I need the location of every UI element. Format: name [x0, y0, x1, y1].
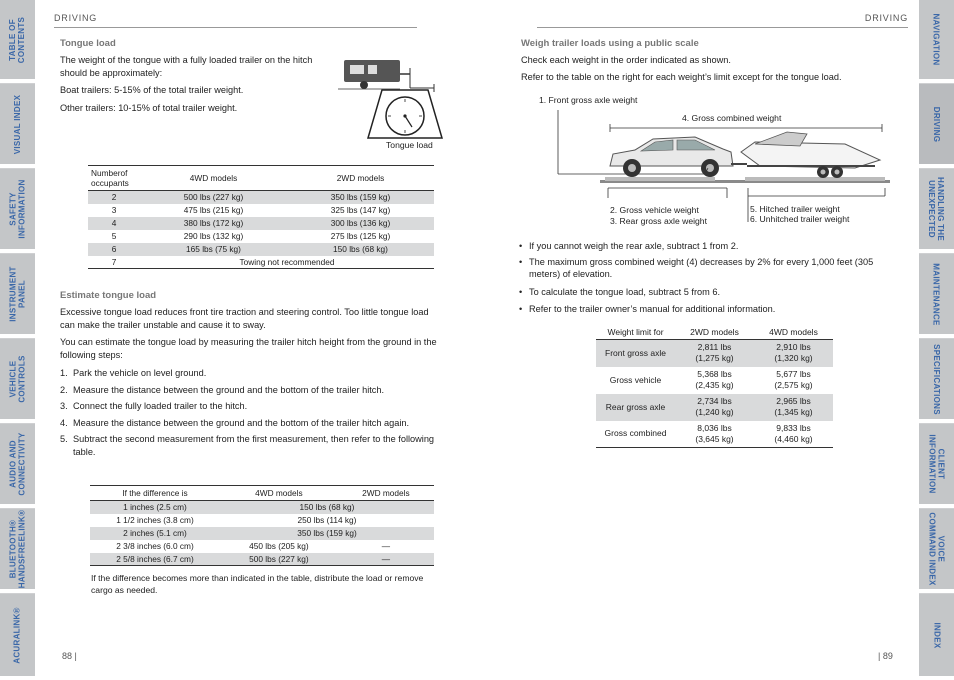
- step-text: Subtract the second measurement from the first measurement, then refer to the following table.: [73, 434, 435, 457]
- step-text: Measure the distance between the ground and the bottom of the trailer hitch again.: [73, 418, 410, 428]
- tab-maintenance[interactable]: [919, 254, 954, 338]
- table-cell: 275 lbs (125 kg): [330, 231, 391, 241]
- table-cell: 500 lbs (227 kg): [140, 191, 287, 204]
- table-header-row: [596, 325, 833, 340]
- table-cell: 290 lbs (132 kg): [183, 231, 244, 241]
- label-hitched-trailer-weight: 5. Hitched trailer weight: [750, 204, 840, 214]
- column-header: 4WD models: [220, 486, 338, 501]
- step-text: Measure the distance between the ground and the bottom of the trailer hitch.: [73, 385, 385, 395]
- tongue-load-illustration: [338, 56, 443, 152]
- table-cell: 2 5/8 inches (6.7 cm): [90, 553, 220, 566]
- table-cell: 2 3/8 inches (6.0 cm): [116, 541, 194, 551]
- label-front-gross-axle-weight: 1. Front gross axle weight: [539, 95, 638, 105]
- table-cell: 4: [88, 217, 140, 230]
- tab-label: INSTRUMENT PANEL: [8, 266, 27, 322]
- table-cell: 7: [88, 256, 140, 269]
- table-row: [88, 256, 434, 269]
- column-header: 2WD models: [338, 486, 434, 501]
- table-row: [90, 501, 434, 514]
- estimate-tongue-load-title: Estimate tongue load: [60, 290, 157, 301]
- table-row: [90, 514, 434, 527]
- bullet-item: • If you cannot weigh the rear axle, subtract 1 from 2.: [519, 240, 904, 252]
- tab-label: DRIVING: [932, 106, 941, 142]
- table-cell: 350 lbs (159 kg): [287, 191, 434, 204]
- tab-handling-the-unexpected[interactable]: [919, 169, 954, 253]
- page-number-left: 88 |: [62, 651, 77, 661]
- page-number-right: | 89: [878, 651, 893, 661]
- table-row: [596, 421, 833, 448]
- table-row: [596, 367, 833, 394]
- table-cell: —: [338, 553, 434, 566]
- table-cell: Towing not recommended: [140, 256, 434, 269]
- table-row: [88, 204, 434, 217]
- table-cell: 2,734 lbs (1,240 kg): [675, 394, 754, 421]
- table-cell: 1 inches (2.5 cm): [90, 501, 220, 514]
- tab-label: SAFETY INFORMATION: [8, 179, 27, 239]
- table-cell: —: [381, 541, 391, 551]
- bullet-item: • The maximum gross combined weight (4) decreases by 2% for every 1,000 feet (305 meters) of elevation.: [519, 256, 904, 280]
- table-cell: 325 lbs (147 kg): [330, 205, 391, 215]
- column-header: Weight limit for: [596, 325, 675, 340]
- tab-label: HANDLING THE UNEXPECTED: [927, 176, 946, 242]
- section-header-right: DRIVING: [864, 13, 908, 23]
- tab-label: INDEX: [931, 622, 941, 648]
- table-cell: 8,036 lbs (3,645 kg): [675, 421, 754, 448]
- weight-limit-table: [596, 325, 833, 448]
- table-cell: 380 lbs (172 kg): [140, 217, 287, 230]
- table-row: [90, 540, 434, 553]
- section-header-left: DRIVING: [54, 13, 98, 23]
- table-cell: 5,368 lbs (2,435 kg): [695, 369, 734, 390]
- step-number: 1.: [60, 368, 68, 378]
- tab-safety-information[interactable]: [0, 169, 35, 253]
- table-cell: 350 lbs (159 kg): [220, 527, 434, 540]
- table-row: [88, 230, 434, 243]
- table-cell: Gross combined: [596, 421, 675, 448]
- step-number: 3.: [60, 401, 68, 411]
- table-cell: 500 lbs (227 kg): [220, 553, 338, 566]
- step-number: 4.: [60, 418, 68, 428]
- tab-table-of-contents[interactable]: [0, 0, 35, 83]
- tab-label: CLIENT INFORMATION: [927, 434, 946, 494]
- table-cell: 2,910 lbs (1,320 kg): [754, 340, 833, 367]
- table-header-row: [90, 486, 434, 501]
- table-cell: 2 inches (5.1 cm): [90, 527, 220, 540]
- tab-visual-index[interactable]: [0, 84, 35, 168]
- public-scale-title: Weigh trailer loads using a public scale: [521, 38, 699, 49]
- difference-note: If the difference becomes more than indicated in the table, distribute the load or remove cargo as needed.: [91, 573, 424, 595]
- tab-audio-and-connectivity[interactable]: [0, 424, 35, 508]
- table-cell: 165 lbs (75 kg): [140, 243, 287, 256]
- tongue-load-paragraph: The weight of the tongue with a fully loaded trailer on the hitch should be approximately:: [60, 55, 313, 78]
- step-text: Connect the fully loaded trailer to the hitch.: [73, 401, 248, 411]
- tab-vehicle-controls[interactable]: [0, 339, 35, 423]
- label-unhitched-trailer-weight: 6. Unhitched trailer weight: [750, 214, 850, 224]
- tab-acuralink[interactable]: [0, 594, 35, 680]
- tab-label: MAINTENANCE: [932, 262, 942, 326]
- step-text: Park the vehicle on level ground.: [73, 368, 207, 378]
- column-header: 2WD models: [675, 325, 754, 340]
- tongue-load-title: Tongue load: [60, 38, 116, 49]
- step-item: [60, 384, 68, 397]
- table-row: [596, 394, 833, 421]
- table-row: [596, 340, 833, 367]
- step-number: 2.: [60, 385, 68, 395]
- step-item: [60, 417, 68, 430]
- table-cell: 250 lbs (114 kg): [297, 515, 357, 525]
- table-cell: 300 lbs (136 kg): [287, 217, 434, 230]
- table-cell: 1 1/2 inches (3.8 cm): [116, 515, 194, 525]
- other-trailer-text: Other trailers: 10-15% of total trailer weight.: [60, 103, 238, 113]
- boat-trailer-text: Boat trailers: 5-15% of the total trailer weight.: [60, 85, 244, 95]
- table-cell: 9,833 lbs (4,460 kg): [754, 421, 833, 448]
- header-rule-left: [54, 27, 417, 28]
- column-header: If the difference is: [90, 486, 220, 501]
- scale-paragraph-1: Check each weight in the order indicated as shown.: [521, 55, 731, 65]
- table-row: [88, 191, 434, 204]
- table-cell: 150 lbs (68 kg): [287, 243, 434, 256]
- label-gross-combined-weight: 4. Gross combined weight: [682, 113, 782, 123]
- table-header-row: [88, 166, 434, 191]
- tab-label: VISUAL INDEX: [13, 94, 22, 154]
- table-cell: 5,677 lbs (2,575 kg): [774, 369, 813, 390]
- column-header: 4WD models: [754, 325, 833, 340]
- table-cell: 3: [111, 205, 117, 215]
- table-cell: 150 lbs (68 kg): [220, 501, 434, 514]
- tab-voice-command-index[interactable]: [919, 509, 954, 593]
- table-cell: 6: [88, 243, 140, 256]
- left-section-tabs: [0, 0, 35, 680]
- tab-label: AUDIO AND CONNECTIVITY: [8, 432, 27, 496]
- tab-label: VEHICLE CONTROLS: [8, 355, 27, 403]
- bullet-item: • To calculate the tongue load, subtract 5 from 6.: [519, 286, 904, 298]
- label-gross-vehicle-weight: 2. Gross vehicle weight: [610, 205, 699, 215]
- tab-driving[interactable]: [919, 84, 954, 168]
- tab-label: NAVIGATION: [932, 13, 942, 66]
- table-cell: Gross vehicle: [609, 374, 662, 385]
- tab-index[interactable]: [919, 594, 954, 680]
- tab-label: SPECIFICATIONS: [932, 343, 942, 415]
- tab-label: ACURALINK®: [13, 606, 23, 664]
- height-difference-table: [90, 485, 434, 566]
- step-item: [60, 433, 68, 446]
- table-row: [88, 217, 434, 230]
- bullet-item: • Refer to the trailer owner’s manual for additional information.: [519, 303, 904, 315]
- tab-label: BLUETOOTH® HANDSFREELINK®: [8, 509, 27, 589]
- table-row: [90, 553, 434, 566]
- header-rule-right: [537, 27, 908, 28]
- tab-client-information[interactable]: [919, 424, 954, 508]
- table-cell: Rear gross axle: [596, 394, 675, 421]
- table-cell: Front gross axle: [596, 340, 675, 367]
- step-item: [60, 400, 68, 413]
- tab-label: VOICE COMMAND INDEX: [927, 512, 946, 586]
- table-cell: 2,965 lbs (1,345 kg): [754, 394, 833, 421]
- column-header: 4WD models: [140, 166, 287, 191]
- estimate-paragraph-2: You can estimate the tongue load by measuring the trailer hitch height from the ground in the following steps:: [60, 337, 437, 360]
- tongue-load-figure-label: Tongue load: [386, 140, 433, 150]
- table-cell: 2: [88, 191, 140, 204]
- table-cell: 475 lbs (215 kg): [183, 205, 244, 215]
- right-section-tabs: [919, 0, 954, 680]
- table-cell: 2,811 lbs (1,275 kg): [675, 340, 754, 367]
- tab-navigation[interactable]: [919, 0, 954, 83]
- estimate-paragraph-1: Excessive tongue load reduces front tire traction and steering control. Too little tongue load can make the trailer unstable and cause it to sway.: [60, 307, 429, 330]
- tab-specifications[interactable]: [919, 339, 954, 423]
- step-number: 5.: [60, 434, 68, 444]
- scale-paragraph-2: Refer to the table on the right for each weight’s limit except for the tongue load.: [521, 72, 842, 82]
- label-rear-gross-axle-weight: 3. Rear gross axle weight: [610, 216, 707, 226]
- tab-instrument-panel[interactable]: [0, 254, 35, 338]
- table-row: [88, 243, 434, 256]
- tab-label: TABLE OF CONTENTS: [8, 16, 27, 63]
- table-cell: 450 lbs (205 kg): [249, 541, 309, 551]
- occupants-tongue-load-table: [88, 165, 434, 269]
- tab-bluetooth-handsfreelink[interactable]: [0, 509, 35, 593]
- column-header: 2WD models: [287, 166, 434, 191]
- table-row: [90, 527, 434, 540]
- column-header: Numberof occupants: [88, 166, 140, 191]
- table-cell: 5: [111, 231, 117, 241]
